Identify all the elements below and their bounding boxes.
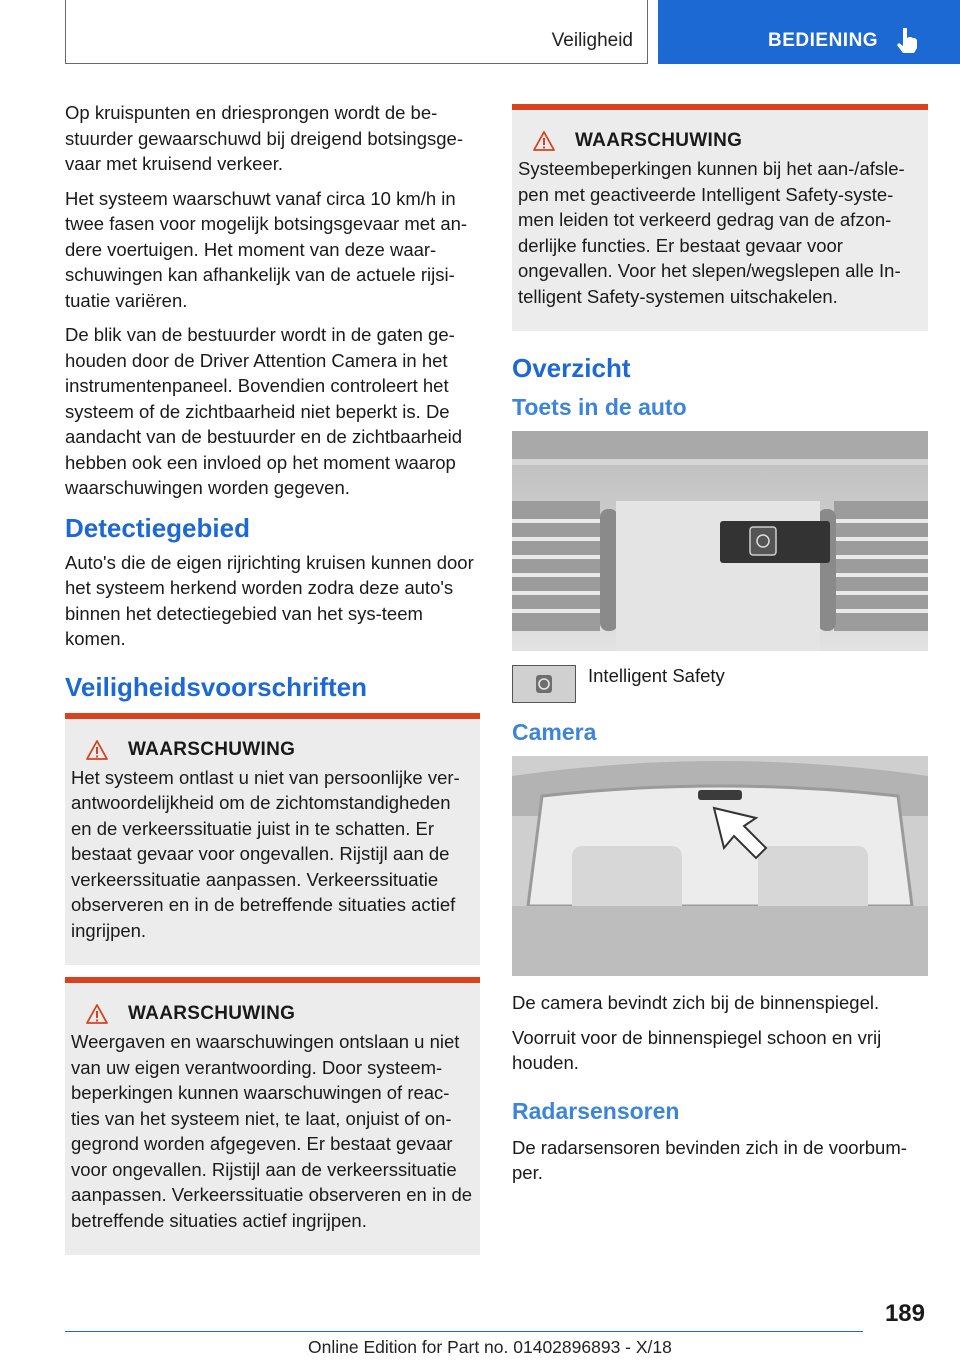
footer-edition-text: Online Edition for Part no. 01402896893 - X/18	[308, 1337, 672, 1357]
intelligent-safety-button-icon	[512, 665, 576, 703]
warning-title-text: WAARSCHUWING	[128, 1003, 296, 1024]
detection-heading: Detectiegebied	[65, 512, 250, 543]
warning-text: Systeembeperkingen kunnen bij het aan-/afsle-pen met geactiveerde Intelligent Safety-syste-men leiden tot verkeerd gedrag van de afzon-derlijke functies. Er bestaat gevaar voor ongevallen. Voor het slepen/wegslepen alle In-telligent Safety-systemen uitschakelen.	[518, 158, 905, 307]
warning-text: Het systeem ontlast u niet van persoonlijke ver-antwoordelijkheid om de zichtomstandigheden en de verkeerssituatie juist in te schatten. Er bestaat gevaar voor ongevallen. Rijstijl aan de verkeerssituatie aanpassen. Verkeerssituatie observeren en in de betreffende situaties actief ingrijpen.	[71, 766, 460, 941]
dashboard-button-illustration	[512, 431, 928, 651]
header-chapter-tab	[658, 0, 960, 64]
header-section-label: Veiligheid	[551, 30, 633, 51]
warning-text: Weergaven en waarschuwingen ontslaan u niet van uw eigen verantwoording. Door systeem-beperkingen kunnen waarschuwingen of reac-ties van het systeem niet, te laat, onjuist of on-gegrond worden afgegeven. Er bestaat gevaar voor ongevallen. Rijstijl aan de verkeerssituatie aanpassen. Verkeerssituatie observeren en in de betreffende situaties actief ingrijpen.	[71, 1031, 473, 1231]
intro-paragraph: Op kruispunten en driesprongen wordt de be-stuurder gewaarschuwd bij dreigend botsingsge-vaar met kruisend verkeer.	[65, 102, 463, 174]
warning-title	[71, 739, 474, 761]
warning-box	[65, 977, 480, 1255]
button-legend-label: Intelligent Safety	[588, 665, 725, 686]
page-number: 189	[884, 1300, 925, 1327]
warning-title-text: WAARSCHUWING	[575, 130, 743, 151]
detection-paragraph: Auto's die de eigen rijrichting kruisen kunnen door het systeem herkend worden zodra deze auto's binnen het detectiegebied van het sys-teem komen.	[65, 551, 474, 649]
camera-paragraph: Voorruit voor de binnenspiegel schoon en vrij houden.	[512, 1026, 882, 1073]
footer-divider	[65, 1331, 863, 1332]
camera-location-illustration	[512, 756, 928, 976]
intro-paragraph: Het systeem waarschuwt vanaf circa 10 km/h in twee fasen voor mogelijk botsingsgevaar met an-dere voertuigen. Het moment van deze waar-schuwingen kan afhankelijk van de actuele rijsi-tuatie variëren.	[65, 187, 468, 311]
pointing-hand-icon	[896, 26, 920, 54]
button-legend	[512, 665, 928, 703]
intro-paragraph: De blik van de bestuurder wordt in de gaten ge-houden door de Driver Attention Camera in het instrumentenpaneel. Bovendien controleert het systeem of de zichtbaarheid niet beperkt is. De aandacht van de bestuurder en de zichtbaarheid hebben ook een invloed op het moment waarop waarschuwingen worden gegeven.	[65, 324, 463, 498]
radar-heading: Radarsensoren	[512, 1097, 680, 1124]
warning-triangle-icon	[86, 740, 108, 760]
warning-triangle-icon	[533, 131, 555, 151]
camera-heading: Camera	[512, 719, 597, 745]
button-heading: Toets in de auto	[512, 394, 687, 420]
warning-triangle-icon	[86, 1004, 108, 1024]
warning-title	[518, 130, 922, 152]
camera-paragraph: De camera bevindt zich bij de binnenspiegel.	[512, 992, 880, 1013]
warning-title-text: WAARSCHUWING	[128, 738, 296, 760]
warning-title	[71, 1003, 474, 1025]
overview-heading: Overzicht	[512, 353, 631, 383]
warning-box	[65, 713, 480, 966]
safety-heading: Veiligheidsvoorschriften	[65, 671, 367, 702]
right-column	[512, 104, 928, 1195]
header-section-tab	[65, 0, 648, 64]
header-chapter-label: BEDIENING	[768, 30, 879, 51]
radar-paragraph: De radarsensoren bevinden zich in de voorbum-per.	[512, 1136, 907, 1183]
left-column	[65, 100, 480, 1255]
warning-box	[512, 104, 928, 331]
